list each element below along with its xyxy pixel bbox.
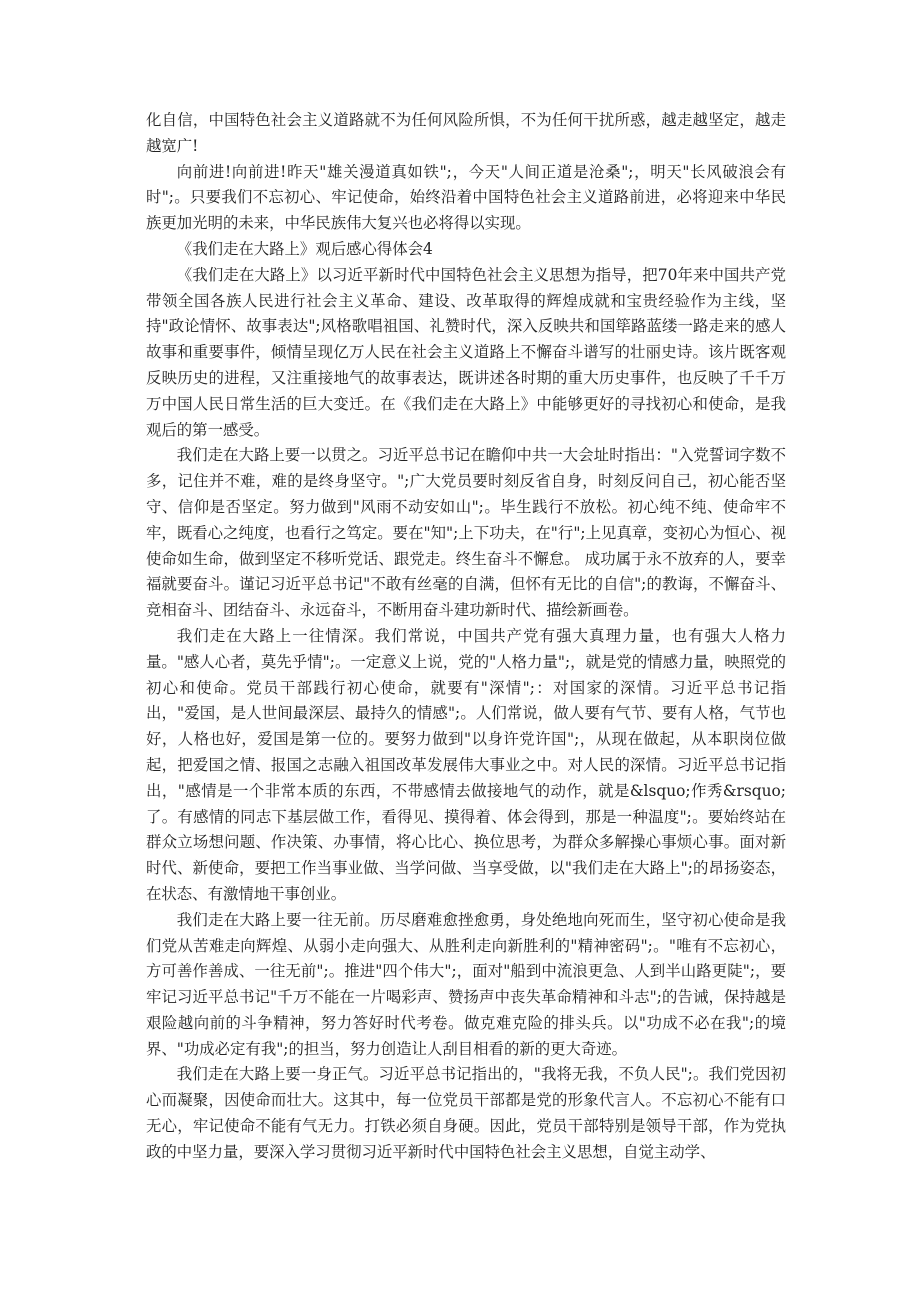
paragraph: 《我们走在大路上》以习近平新时代中国特色社会主义思想为指导，把70年来中国共产党带领全国各族人民进行社会主义革命、建设、改革取得的辉煌成就和宝贵经验作为主线，坚持"政论情怀、故事表达";风格歌唱祖国、礼赞时代，深入反映共和国筚路蓝缕一路走来的感人故事和重要事件，倾情呈现亿万人民在社会主义道路上不懈奋斗谱写的壮丽史诗。该片既客观反映历史的进程，又注重接地气的故事表达，既讲述各时期的重大历史事件，也反映了千千万万中国人民日常生活的巨大变迁。在《我们走在大路上》中能够更好的寻找初心和使命，是我观后的第一感受。 <box>146 265 786 439</box>
paragraph: 我们走在大路上要一身正气。习近平总书记指出的，"我将无我，不负人民";。我们党因初心而凝聚，因使命而壮大。这其中，每一位党员干部都是党的形象代言人。不忘初心不能有口无心，牢记使命不能有气无力。打铁必须自身硬。因此，党员干部特别是领导干部，作为党执政的中坚力量，要深入学习贯彻习近平新时代中国特色社会主义思想，自觉主动学、 <box>146 1065 786 1161</box>
paragraph: 我们走在大路上要一往无前。历尽磨难愈挫愈勇，身处绝地向死而生，坚守初心使命是我们党从苦难走向辉煌、从弱小走向强大、从胜利走向新胜利的"精神密码";。"唯有不忘初心，方可善作善成、一往无前";。推进"四个伟大";，面对"船到中流浪更急、人到半山路更陡";，要牢记习近平总书记"千万不能在一片喝彩声、赞扬声中丧失革命精神和斗志";的告诫，保持越是艰险越向前的斗争精神，努力答好时代考卷。做克难克险的排头兵。以"功成不必在我";的境界、"功成必定有我";的担当，努力创造让人刮目相看的新的更大奇迹。 <box>146 910 786 1058</box>
paragraph-continuation: 化自信，中国特色社会主义道路就不为任何风险所惧，不为任何干扰所惑，越走越坚定，越走越宽广! <box>146 111 786 155</box>
paragraph: 我们走在大路上要一以贯之。习近平总书记在瞻仰中共一大会址时指出："入党誓词字数不多，记住并不难，难的是终身坚守。";广大党员要时刻反省自身，时刻反问自己，初心能否坚守、信仰是否坚定。努力做到"风雨不动安如山";。毕生践行不放松。初心纯不纯、使命牢不牢，既看心之纯度，也看行之笃定。要在"知";上下功夫，在"行";上见真章，变初心为恒心、视使命如生命，做到坚定不移听党话、跟党走。终生奋斗不懈怠。 成功属于永不放弃的人，要幸福就要奋斗。谨记习近平总书记"不敢有丝毫的自满，但怀有无比的自信";的教诲，不懈奋斗、竞相奋斗、团结奋斗、永远奋斗，不断用奋斗建功新时代、描绘新画卷。 <box>146 446 787 620</box>
document-page <box>146 108 786 1166</box>
paragraph: 向前进!向前进!昨天"雄关漫道真如铁";，今天"人间正道是沧桑";，明天"长风破浪会有时";。只要我们不忘初心、牢记使命，始终沿着中国特色社会主义道路前进，必将迎来中华民族更加光明的未来，中华民族伟大复兴也必将得以实现。 <box>146 162 786 233</box>
section-heading: 《我们走在大路上》观后感心得体会4 <box>176 239 433 258</box>
paragraph: 我们走在大路上一往情深。我们常说，中国共产党有强大真理力量，也有强大人格力量。"感人心者，莫先乎情";。一定意义上说，党的"人格力量";，就是党的情感力量，映照党的初心和使命。党员干部践行初心使命，就要有"深情";：对国家的深情。习近平总书记指出，"爱国，是人世间最深层、最持久的情感";。人们常说，做人要有气节、要有人格，气节也好，人格也好，爱国是第一位的。要努力做到"以身许党许国";，从现在做起，从本职岗位做起，把爱国之情、报国之志融入祖国改革发展伟大事业之中。对人民的深情。习近平总书记指出，"感情是一个非常本质的东西，不带感情去做接地气的动作，就是&lsquo;作秀&rsquo;了。有感情的同志下基层做工作，看得见、摸得着、体会得到，那是一种温度";。要始终站在群众立场想问题、作决策、办事情，将心比心、换位思考，为群众多解操心事烦心事。面对新时代、新使命，要把工作当事业做、当学问做、当享受做，以"我们走在大路上";的昂扬姿态，在状态、有激情地干事创业。 <box>146 626 786 903</box>
